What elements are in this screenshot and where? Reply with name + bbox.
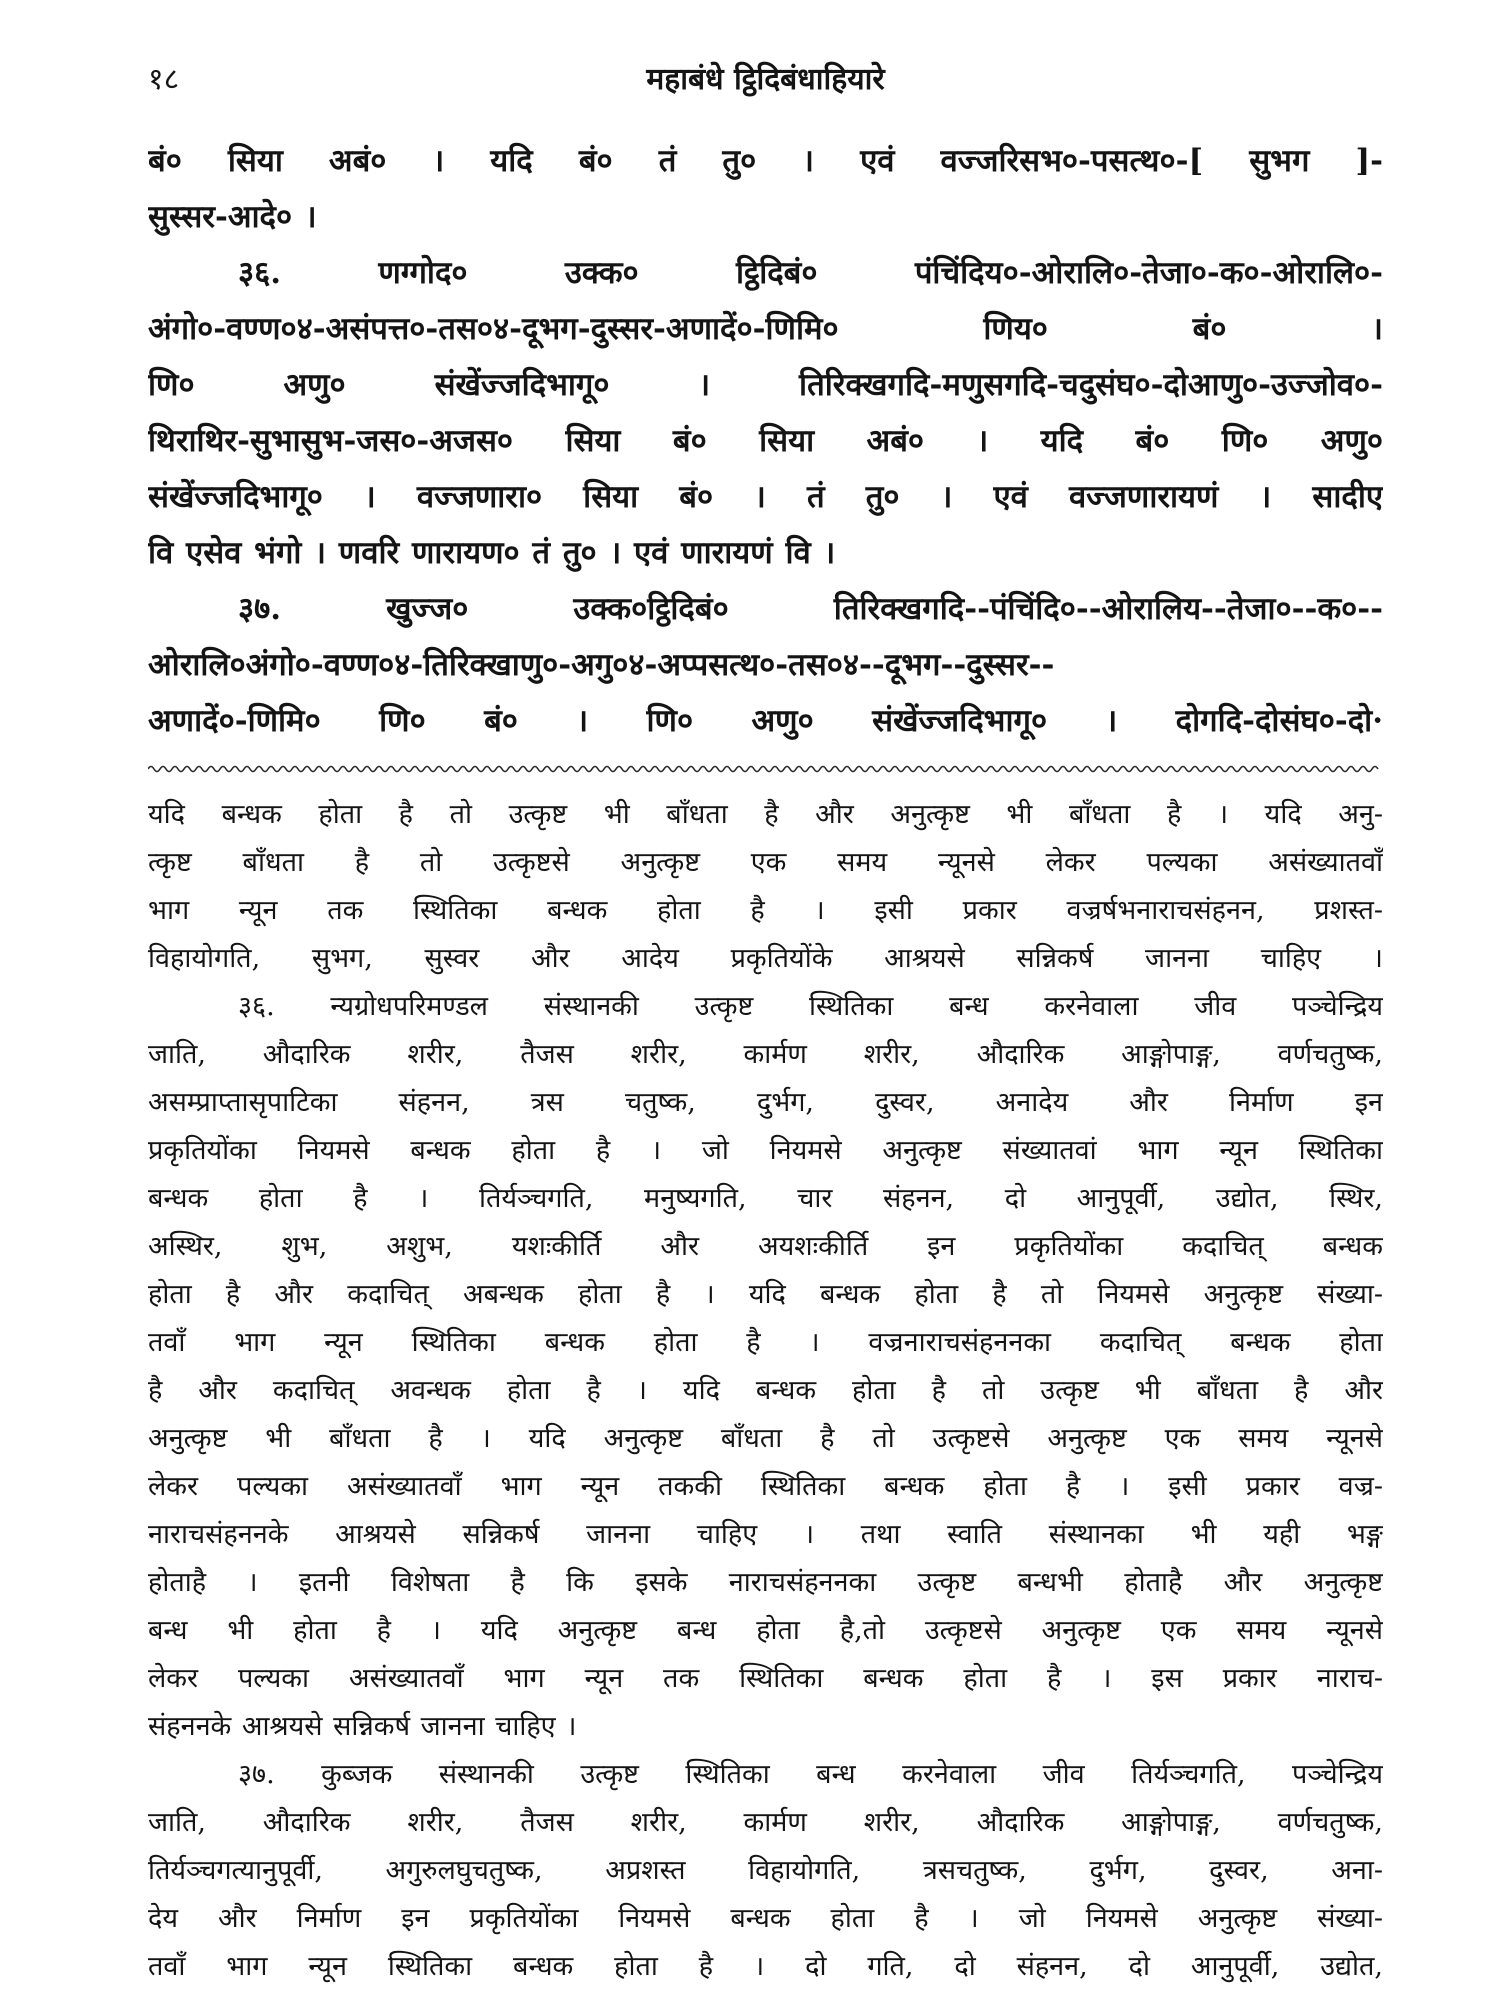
wave-path [148, 767, 1378, 772]
text-line: भाग न्यून तक स्थितिका बन्धक होता है । इसी प्रकार वज्रर्षभनाराचसंहनन, प्रशस्त- [148, 895, 1383, 926]
text-line: प्रकृतियोंका नियमसे बन्धक होता है । जो नियमसे अनुत्कृष्ट संख्यातवां भाग न्यून स्थितिका [148, 1135, 1383, 1166]
text-line: अणादें०-णिमि० णि० बं० । णि० अणु० संखेंज्जदिभागू० । दोगदि-दोसंघ०-दो· [148, 703, 1383, 739]
text-line: यदि बन्धक होता है तो उत्कृष्ट भी बाँधता है और अनुत्कृष्ट भी बाँधता है । यदि अनु- [148, 799, 1383, 830]
text-line: जाति, औदारिक शरीर, तैजस शरीर, कार्मण शरीर, औदारिक आङ्गोपाङ्ग, वर्णचतुष्क, [148, 1039, 1383, 1070]
text-line: वि एसेव भंगो । णवरि णारायण० तं तु० । एवं णारायणं वि । [148, 535, 836, 571]
prakrit-paragraph-37 [148, 581, 1383, 749]
page-number: १८ [148, 62, 180, 97]
text-line: होताहै । इतनी विशेषता है कि इसके नाराचसंहननका उत्कृष्ट बन्धभी होताहै और अनुत्कृष्ट [148, 1567, 1383, 1598]
prakrit-original-text [148, 133, 1383, 749]
wavy-divider [148, 762, 1383, 776]
text-line: है और कदाचित् अवन्धक होता है । यदि बन्धक होता है तो उत्कृष्ट भी बाँधता है और [148, 1375, 1383, 1406]
text-line: जाति, औदारिक शरीर, तैजस शरीर, कार्मण शरीर, औदारिक आङ्गोपाङ्ग, वर्णचतुष्क, [148, 1807, 1383, 1838]
text-line: अंगो०-वण्ण०४-असंपत्त०-तस०४-दूभग-दुस्सर-अणादें०-णिमि० णिय० बं० । [148, 311, 1383, 347]
text-line: लेकर पल्यका असंख्यातवाँ भाग न्यून तककी स्थितिका बन्धक होता है । इसी प्रकार वज्र- [148, 1471, 1383, 1502]
hindi-paragraph-continued [148, 791, 1383, 983]
text-line: ३६. णग्गोद० उक्क० ट्ठिदिबं० पंचिंदिय०-ओरालि०-तेजा०-क०-ओरालि०- [238, 255, 1383, 291]
text-line: बं० सिया अबं० । यदि बं० तं तु० । एवं वज्जरिसभ०-पसत्थ०-[ सुभग ]- [148, 143, 1383, 179]
text-line: होता है और कदाचित् अबन्धक होता है । यदि बन्धक होता है तो नियमसे अनुत्कृष्ट संख्या- [148, 1279, 1383, 1310]
text-line: बन्ध भी होता है । यदि अनुत्कृष्ट बन्ध होता है,तो उत्कृष्टसे अनुत्कृष्ट एक समय न्यूनसे [148, 1615, 1383, 1646]
text-line: ओरालि०अंगो०-वण्ण०४-तिरिक्खाणु०-अगु०४-अप्पसत्थ०-तस०४--दूभग--दुस्सर-- [148, 647, 1055, 683]
wavy-divider-line [148, 762, 1383, 776]
text-line: बन्धक होता है । तिर्यञ्चगति, मनुष्यगति, चार संहनन, दो आनुपूर्वी, उद्योत, स्थिर, [148, 1183, 1383, 1214]
text-line: तवाँ भाग न्यून स्थितिका बन्धक होता है । वज्रनाराचसंहननका कदाचित् बन्धक होता [148, 1327, 1383, 1358]
text-line: विहायोगति, सुभग, सुस्वर और आदेय प्रकृतियोंके आश्रयसे सन्निकर्ष जानना चाहिए । [148, 943, 1383, 974]
text-line: अनुत्कृष्ट भी बाँधता है । यदि अनुत्कृष्ट बाँधता है तो उत्कृष्टसे अनुत्कृष्ट एक समय न्यूनसे [148, 1423, 1383, 1454]
hindi-translation-text [148, 791, 1383, 1991]
prakrit-paragraph-continued [148, 133, 1383, 245]
text-line: तिर्यञ्चगत्यानुपूर्वी, अगुरुलघुचतुष्क, अप्रशस्त विहायोगति, त्रसचतुष्क, दुर्भग, दुस्वर, अना- [148, 1855, 1383, 1886]
text-line: लेकर पल्यका असंख्यातवाँ भाग न्यून तक स्थितिका बन्धक होता है । इस प्रकार नाराच- [148, 1663, 1383, 1694]
hindi-paragraph-36 [148, 983, 1383, 1751]
page-header [148, 58, 1383, 102]
text-line: थिराथिर-सुभासुभ-जस०-अजस० सिया बं० सिया अबं० । यदि बं० णि० अणु० [148, 423, 1383, 459]
text-line: ३६. न्यग्रोधपरिमण्डल संस्थानकी उत्कृष्ट स्थितिका बन्ध करनेवाला जीव पञ्चेन्द्रिय [238, 991, 1383, 1022]
text-line: असम्प्राप्तासृपाटिका संहनन, त्रस चतुष्क, दुर्भग, दुस्वर, अनादेय और निर्माण इन [148, 1087, 1383, 1118]
running-title: महाबंधे ट्ठिदिबंधाहियारे [646, 62, 885, 97]
text-line: संहननके आश्रयसे सन्निकर्ष जानना चाहिए । [148, 1711, 577, 1742]
text-line: णि० अणु० संखेंज्जदिभागू० । तिरिक्खगदि-मणुसगदि-चदुसंघ०-दोआणु०-उज्जोव०- [148, 367, 1383, 403]
text-line: त्कृष्ट बाँधता है तो उत्कृष्टसे अनुत्कृष्ट एक समय न्यूनसे लेकर पल्यका असंख्यातवाँ [148, 847, 1383, 878]
prakrit-paragraph-36 [148, 245, 1383, 581]
text-line: देय और निर्माण इन प्रकृतियोंका नियमसे बन्धक होता है । जो नियमसे अनुत्कृष्ट संख्या- [148, 1903, 1383, 1934]
text-line: नाराचसंहननके आश्रयसे सन्निकर्ष जानना चाहिए । तथा स्वाति संस्थानका भी यही भङ्ग [148, 1519, 1383, 1550]
text-line: सुस्सर-आदे० । [148, 199, 317, 235]
hindi-paragraph-37 [148, 1751, 1383, 1991]
text-line: संखेंज्जदिभागू० । वज्जणारा० सिया बं० । तं तु० । एवं वज्जणारायणं । सादीए [148, 479, 1383, 515]
text-line: ३७. खुज्ज० उक्क०ट्ठिदिबं० तिरिक्खगदि--पंचिंदि०--ओरालिय--तेजा०--क०-- [238, 591, 1383, 627]
text-line: ३७. कुब्जक संस्थानकी उत्कृष्ट स्थितिका बन्ध करनेवाला जीव तिर्यञ्चगति, पञ्चेन्द्रिय [238, 1759, 1383, 1790]
text-line: अस्थिर, शुभ, अशुभ, यशःकीर्ति और अयशःकीर्ति इन प्रकृतियोंका कदाचित् बन्धक [148, 1231, 1383, 1262]
text-line: तवाँ भाग न्यून स्थितिका बन्धक होता है । दो गति, दो संहनन, दो आनुपूर्वी, उद्योत, [148, 1951, 1383, 1982]
